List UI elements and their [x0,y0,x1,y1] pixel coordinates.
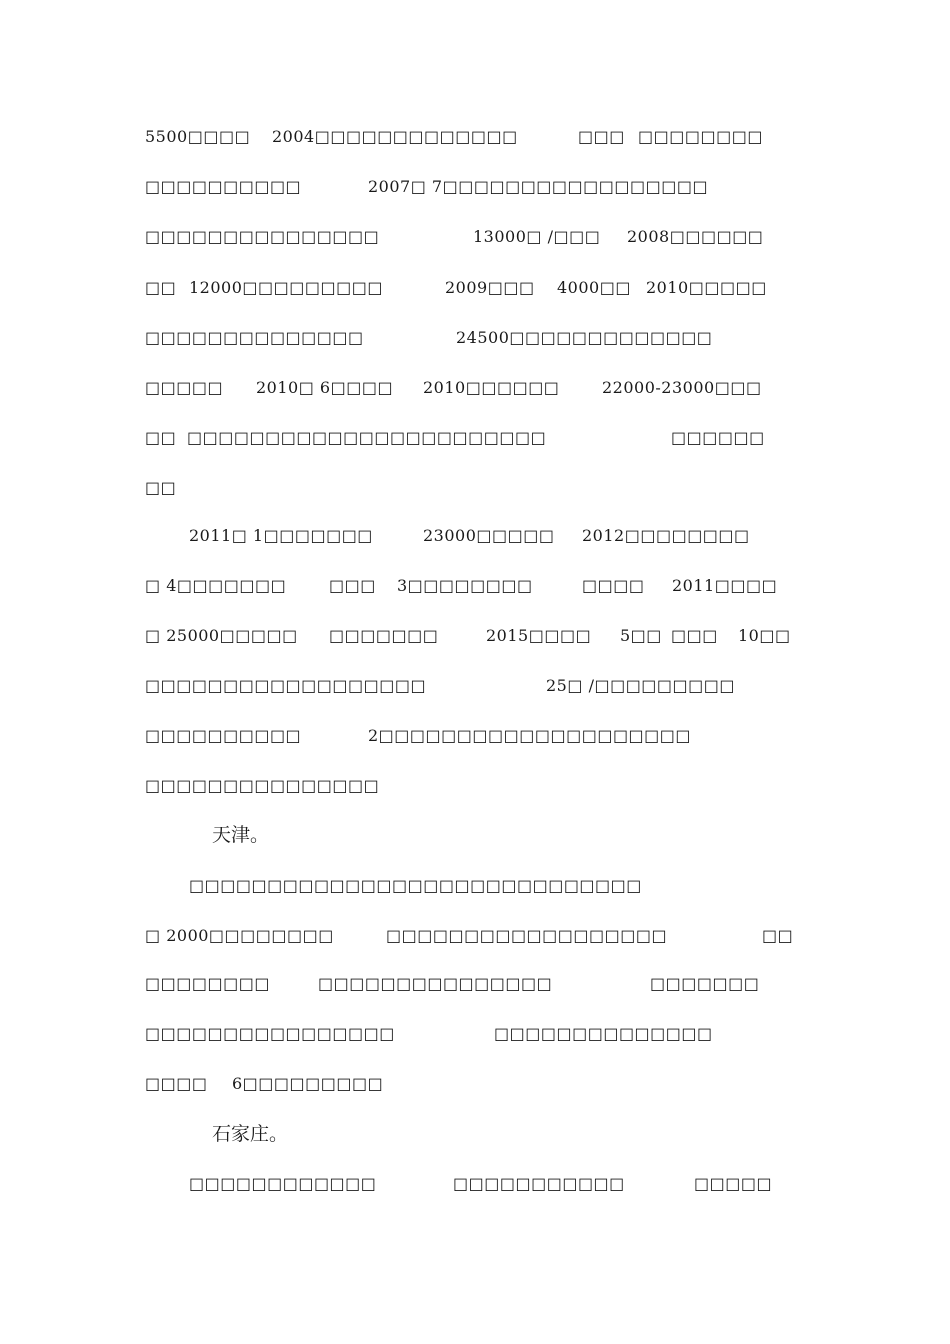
text-segment: □□□□□□□□□□ [145,726,302,745]
text-segment: 3□□□□□□□□ [397,576,533,595]
text-segment: □□□□□□□□□□□□□□□ [145,776,380,795]
text-segment: 5□□ [620,626,662,645]
text-line [0,572,950,602]
text-segment: □□ [145,478,177,497]
text-line [0,522,950,552]
text-segment: 2011□ 1□□□□□□□ [189,526,373,545]
text-segment: 23000□□□□□ [423,526,555,545]
text-segment: □□□□ [145,1074,208,1093]
text-line [0,970,950,1000]
text-line [0,672,950,702]
text-segment: 2010□□□□□□ [423,378,560,397]
section-heading-tianjin: 天津。 [212,824,270,846]
text-segment: □□□□□□ [671,428,765,447]
text-segment: 2015□□□□ [486,626,592,645]
text-line [0,922,950,952]
text-segment: □□□□□□□□□□□□□□□□□□□□□□□ [187,428,547,447]
text-segment: 2007□ 7□□□□□□□□□□□□□□□□□ [368,177,709,196]
text-segment: 2010□ 6□□□□ [256,378,394,397]
text-segment: 2008□□□□□□ [627,227,764,246]
text-segment: 2009□□□ [445,278,535,297]
text-line [0,622,950,652]
text-segment: □ 25000□□□□□ [145,626,298,645]
text-line [0,1020,950,1050]
text-line [0,374,950,404]
text-segment: □□□□□□□□□□□□□□□□□□ [386,926,668,945]
text-line [0,274,950,304]
text-segment: □□□□□□□□□□□□□□□□ [145,1024,395,1043]
text-segment: 25□ /□□□□□□□□□ [546,676,736,695]
text-segment: □□□□□ [145,378,224,397]
text-segment: □□□□□□□□□□□□□□ [145,328,364,347]
text-segment: 10□□ [738,626,791,645]
text-segment: 6□□□□□□□□□ [232,1074,384,1093]
text-line [0,872,950,902]
text-line [0,223,950,253]
text-segment: 12000□□□□□□□□□ [189,278,383,297]
text-segment: 2010□□□□□ [646,278,767,297]
text-line [0,772,950,802]
text-line [0,722,950,752]
text-segment: □□□□□□□ [329,626,439,645]
section-heading-shijiazhuang: 石家庄。 [212,1123,289,1145]
text-line [0,324,950,354]
text-segment: □□□□□□□□□□ [145,177,302,196]
text-segment: □□ [145,278,177,297]
text-segment: □□□□□□□□□□□ [453,1174,625,1193]
text-segment: □□□□ [582,576,645,595]
text-segment: □□ [762,926,794,945]
text-segment: 2012□□□□□□□□ [582,526,750,545]
text-segment: □□□ [671,626,718,645]
text-line [0,474,950,504]
text-segment: □□□ [578,127,625,146]
text-segment: □□□□□□□□ [638,127,763,146]
text-segment: 2□□□□□□□□□□□□□□□□□□□□ [368,726,692,745]
text-segment: 2004□□□□□□□□□□□□□ [272,127,518,146]
text-segment: □□□ [329,576,376,595]
text-segment: □□□□□□□□ [145,974,270,993]
text-segment: □□□□□□□□□□□□□□□ [318,974,553,993]
text-segment: 22000-23000□□□ [602,378,762,397]
text-segment: □□□□□□□□□□□□ [189,1174,377,1193]
text-line [0,173,950,203]
text-line [0,123,950,153]
text-segment: □□□□□□□□□□□□□□□□□□ [145,676,427,695]
text-segment: □□□□□□□□□□□□□□ [494,1024,713,1043]
text-segment: □□ [145,428,177,447]
text-segment: 5500□□□□ [145,127,251,146]
text-segment: □ 4□□□□□□□ [145,576,287,595]
text-segment: 13000□ /□□□ [473,227,601,246]
text-segment: □□□□□□□□□□□□□□□ [145,227,380,246]
text-segment: 24500□□□□□□□□□□□□□ [456,328,713,347]
text-segment: □□□□□□□ [650,974,760,993]
text-segment: □□□□□□□□□□□□□□□□□□□□□□□□□□□□□ [189,876,642,895]
text-segment: 4000□□ [557,278,631,297]
text-segment: □ 2000□□□□□□□□ [145,926,334,945]
text-line [0,1170,950,1200]
text-line [0,424,950,454]
text-segment: 2011□□□□ [672,576,778,595]
text-line [0,1070,950,1100]
text-segment: □□□□□ [694,1174,773,1193]
